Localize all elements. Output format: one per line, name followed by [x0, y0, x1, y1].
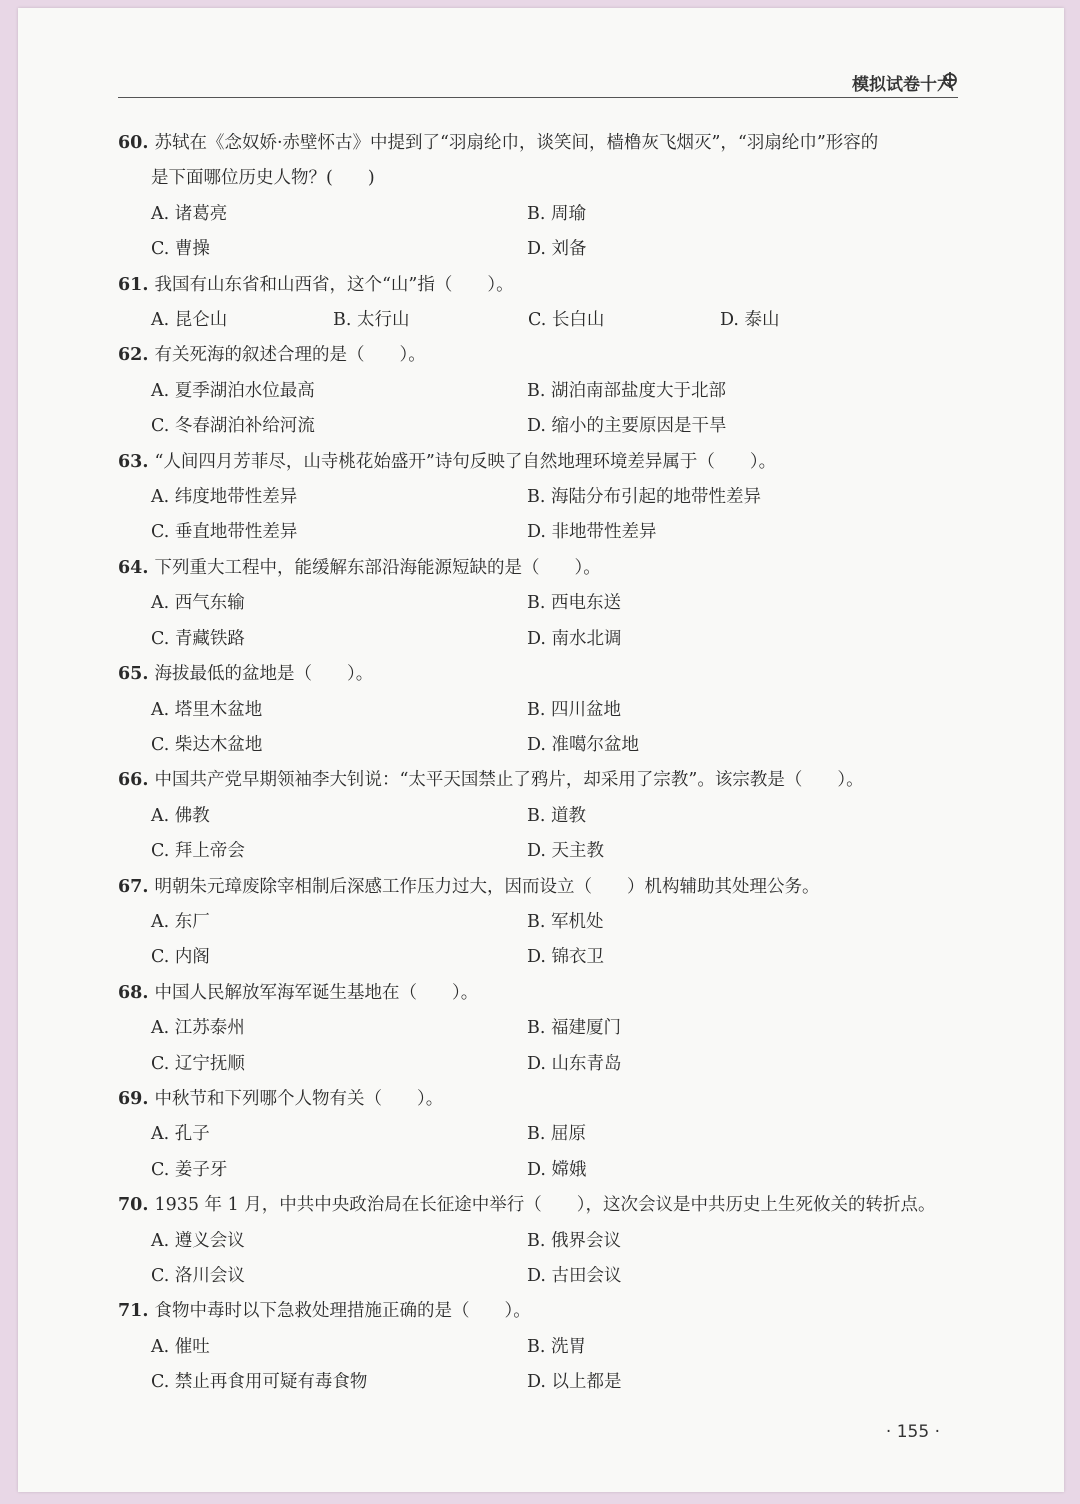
question-text: 海拔最低的盆地是（ ）。 — [154, 664, 374, 685]
option-d: D. 缩小的主要原因是干旱 — [527, 416, 727, 437]
option-d: D. 山东青岛 — [527, 1053, 622, 1074]
option-d: D. 嫦娥 — [527, 1159, 587, 1180]
option-d: D. 天主教 — [527, 841, 605, 862]
question-number: 69. — [118, 1088, 149, 1109]
option-b: B. 道教 — [527, 805, 586, 826]
option-a: A. 纬度地带性差异 — [151, 487, 298, 508]
question-text: 下列重大工程中，能缓解东部沿海能源短缺的是（ ）。 — [154, 557, 601, 578]
question — [118, 551, 964, 657]
question — [118, 763, 964, 869]
question — [118, 870, 964, 976]
question-text: 1935 年 1 月，中共中央政治局在长征途中举行（ ），这次会议是中共历史上生死攸关的转折点。 — [154, 1195, 936, 1216]
question — [118, 1188, 964, 1294]
option-c: C. 拜上帝会 — [151, 841, 245, 862]
question-text: 中国人民解放军海军诞生基地在（ ）。 — [154, 982, 479, 1003]
question — [118, 445, 964, 551]
options — [118, 693, 964, 764]
option-b: B. 俄界会议 — [527, 1230, 621, 1251]
page-header-title: 模拟试卷十六 — [852, 75, 954, 95]
option-c: C. 内阁 — [151, 947, 210, 968]
options — [118, 303, 964, 338]
options — [118, 1224, 964, 1295]
options — [118, 374, 964, 445]
option-d: D. 锦衣卫 — [527, 947, 605, 968]
option-d: D. 泰山 — [720, 310, 780, 331]
option-c: C. 青藏铁路 — [151, 628, 245, 649]
option-b: B. 太行山 — [333, 310, 410, 331]
option-b: B. 西电东送 — [527, 593, 621, 614]
question-number: 64. — [118, 557, 149, 578]
option-d: D. 非地带性差异 — [527, 522, 657, 543]
question-text: 食物中毒时以下急救处理措施正确的是（ ）。 — [154, 1301, 531, 1322]
question — [118, 1294, 964, 1400]
option-d: D. 准噶尔盆地 — [527, 734, 640, 755]
option-c: C. 禁止再食用可疑有毒食物 — [151, 1372, 368, 1393]
option-d: D. 刘备 — [527, 239, 587, 260]
options — [118, 480, 964, 551]
option-c: C. 姜子牙 — [151, 1159, 228, 1180]
option-a: A. 西气东输 — [151, 593, 245, 614]
question-number: 66. — [118, 770, 149, 791]
options — [118, 1117, 964, 1188]
question-text: 中国共产党早期领袖李大钊说：“太平天国禁止了鸦片，却采用了宗教”。该宗教是（ ）。 — [154, 770, 864, 791]
question-text: 苏轼在《念奴娇·赤壁怀古》中提到了“羽扇纶巾，谈笑间，樯橹灰飞烟灭”，“羽扇纶巾”形容的 — [154, 133, 879, 153]
option-b: B. 湖泊南部盐度大于北部 — [527, 380, 726, 401]
page-number: · 155 · — [885, 1422, 940, 1442]
exam-page — [18, 8, 1064, 1492]
question-number: 68. — [118, 982, 149, 1003]
options — [118, 1011, 964, 1082]
option-c: C. 柴达木盆地 — [151, 734, 263, 755]
option-c: C. 长白山 — [528, 310, 605, 331]
options — [118, 905, 964, 976]
question-number: 63. — [118, 451, 149, 472]
option-c: C. 冬春湖泊补给河流 — [151, 416, 315, 437]
option-c: C. 曹操 — [151, 239, 210, 260]
question — [118, 976, 964, 1082]
crosshair-circle-icon — [942, 72, 958, 88]
option-a: A. 塔里木盆地 — [151, 699, 263, 720]
option-d: D. 以上都是 — [527, 1372, 622, 1393]
question-number: 60. — [118, 133, 149, 153]
option-b: B. 屈原 — [527, 1124, 586, 1145]
options — [118, 586, 964, 657]
option-c: C. 垂直地带性差异 — [151, 522, 298, 543]
options — [118, 1330, 964, 1401]
option-a: A. 江苏泰州 — [151, 1018, 245, 1039]
question-text: 中秋节和下列哪个人物有关（ ）。 — [154, 1088, 444, 1109]
header-rule — [118, 97, 958, 98]
question-number: 62. — [118, 345, 149, 366]
option-a: A. 昆仑山 — [151, 310, 228, 331]
option-a: A. 佛教 — [151, 805, 210, 826]
option-d: D. 古田会议 — [527, 1266, 622, 1286]
question-number: 67. — [118, 876, 149, 897]
option-b: B. 洗胃 — [527, 1336, 586, 1357]
option-b: B. 军机处 — [527, 911, 604, 932]
question-number: 65. — [118, 664, 149, 685]
question-text: 明朝朱元璋废除宰相制后深感工作压力过大，因而设立（ ）机构辅助其处理公务。 — [154, 876, 820, 897]
option-c: C. 洛川会议 — [151, 1266, 245, 1286]
options — [118, 197, 964, 268]
question-text: 我国有山东省和山西省，这个“山”指（ ）。 — [154, 274, 514, 295]
question — [118, 657, 964, 763]
question-text: 有关死海的叙述合理的是（ ）。 — [154, 345, 426, 366]
question-list — [118, 126, 964, 1401]
question — [118, 268, 964, 339]
option-b: B. 四川盆地 — [527, 699, 621, 720]
question — [118, 126, 964, 268]
option-b: B. 福建厦门 — [527, 1018, 621, 1039]
option-d: D. 南水北调 — [527, 628, 622, 649]
option-b: B. 海陆分布引起的地带性差异 — [527, 487, 761, 508]
option-a: A. 孔子 — [151, 1124, 210, 1145]
question — [118, 1082, 964, 1188]
option-a: A. 诸葛亮 — [151, 203, 228, 224]
option-a: A. 遵义会议 — [151, 1230, 245, 1251]
option-b: B. 周瑜 — [527, 203, 586, 224]
question-text-continued: 是下面哪位历史人物？( ) — [151, 168, 375, 189]
question — [118, 338, 964, 444]
options — [118, 799, 964, 870]
question-number: 61. — [118, 274, 149, 295]
option-a: A. 东厂 — [151, 911, 210, 932]
option-a: A. 催吐 — [151, 1336, 210, 1357]
question-number: 70. — [118, 1195, 149, 1216]
option-c: C. 辽宁抚顺 — [151, 1053, 245, 1074]
question-text: “人间四月芳菲尽，山寺桃花始盛开”诗句反映了自然地理环境差异属于（ ）。 — [154, 451, 777, 472]
question-number: 71. — [118, 1301, 149, 1322]
option-a: A. 夏季湖泊水位最高 — [151, 380, 315, 401]
